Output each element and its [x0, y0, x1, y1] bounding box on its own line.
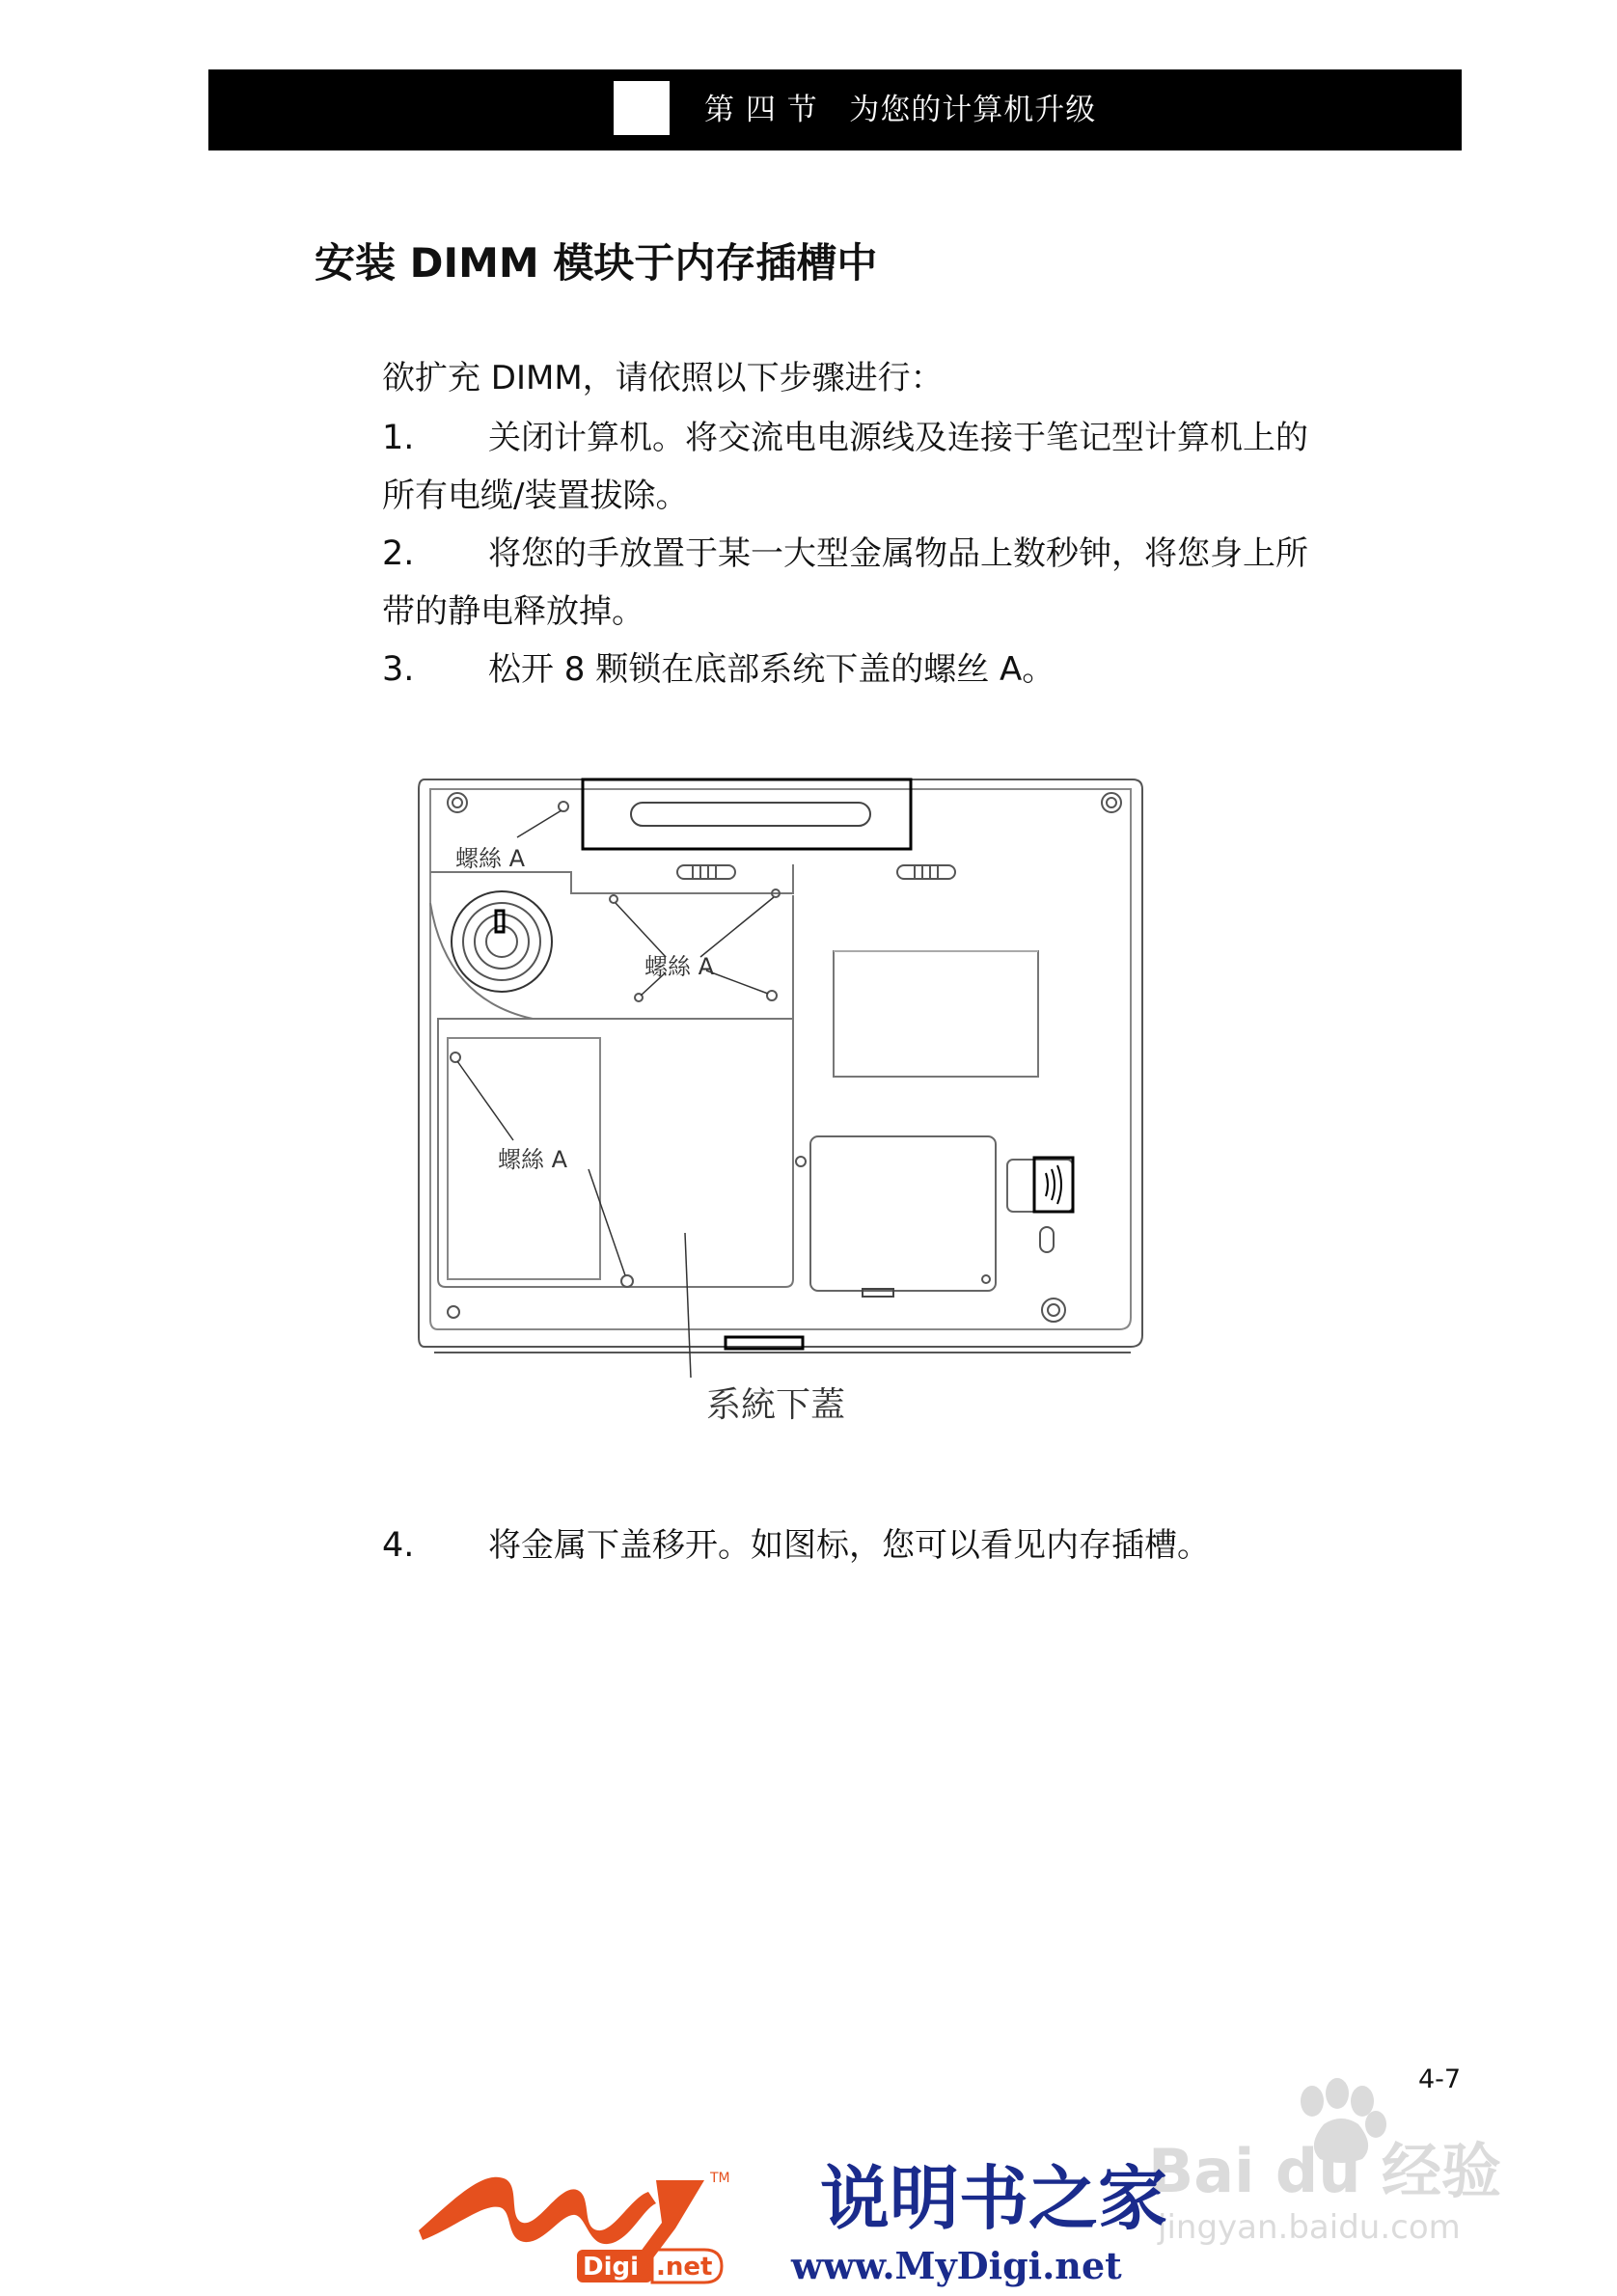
brand-url: www.MyDigi.net [791, 2244, 1122, 2287]
section-header-bar [208, 69, 1462, 150]
system-cover-label: 系統下蓋 [706, 1385, 846, 1425]
screw-label-3: 螺絲 A [498, 1146, 568, 1173]
screw-label-2: 螺絲 A [644, 953, 715, 980]
step-3-number: 3. [382, 650, 415, 689]
step-2-number: 2. [382, 534, 415, 573]
step-1-number: 1. [382, 419, 415, 457]
brand-chinese-name: 说明书之家 [820, 2158, 1168, 2239]
battery-latch-right [897, 865, 955, 879]
notebook-bottom-diagram [417, 778, 1150, 1434]
step-4-line-1: 将金属下盖移开。如图标，您可以看见内存插槽。 [488, 1526, 1210, 1565]
step-2-line-2: 带的静电释放掉。 [382, 592, 644, 631]
cooling-fan [452, 891, 552, 992]
step-2-line-1: 将您的手放置于某一大型金属物品上数秒钟，将您身上所 [488, 534, 1308, 573]
chassis-outline [419, 779, 1142, 1347]
net-text: .net [656, 2253, 713, 2282]
my-swoosh-logo [419, 2177, 656, 2244]
baidu-watermark-url: jingyan.baidu.com [1158, 2208, 1461, 2247]
step-1-line-2: 所有电缆/装置拔除。 [382, 477, 689, 515]
intro-text: 欲扩充 DIMM，请依照以下步骤进行： [382, 359, 944, 397]
step-3-line-1: 松开 8 颗锁在底部系统下盖的螺丝 A。 [488, 650, 1055, 689]
tm-mark: TM [710, 2171, 730, 2186]
right-panel [834, 951, 1038, 1077]
step-4-number: 4. [382, 1526, 415, 1565]
screw-label-1: 螺絲 A [455, 845, 526, 872]
baidu-watermark-text: Bai du 经验 [1148, 2136, 1502, 2206]
header-text: 第 四 节 为您的计算机升级 [704, 93, 1097, 127]
page-number: 4-7 [1418, 2064, 1462, 2094]
memory-cover [810, 1136, 996, 1291]
mydigi-footer-logo [415, 2122, 1216, 2296]
step-1-line-1: 关闭计算机。将交流电电源线及连接于笔记型计算机上的 [488, 419, 1308, 457]
battery-latch-left [677, 865, 735, 879]
digi-text: Digi [583, 2253, 640, 2282]
page-title: 安装 DIMM 模块于内存插槽中 [315, 239, 878, 287]
header-white-box [614, 81, 670, 135]
